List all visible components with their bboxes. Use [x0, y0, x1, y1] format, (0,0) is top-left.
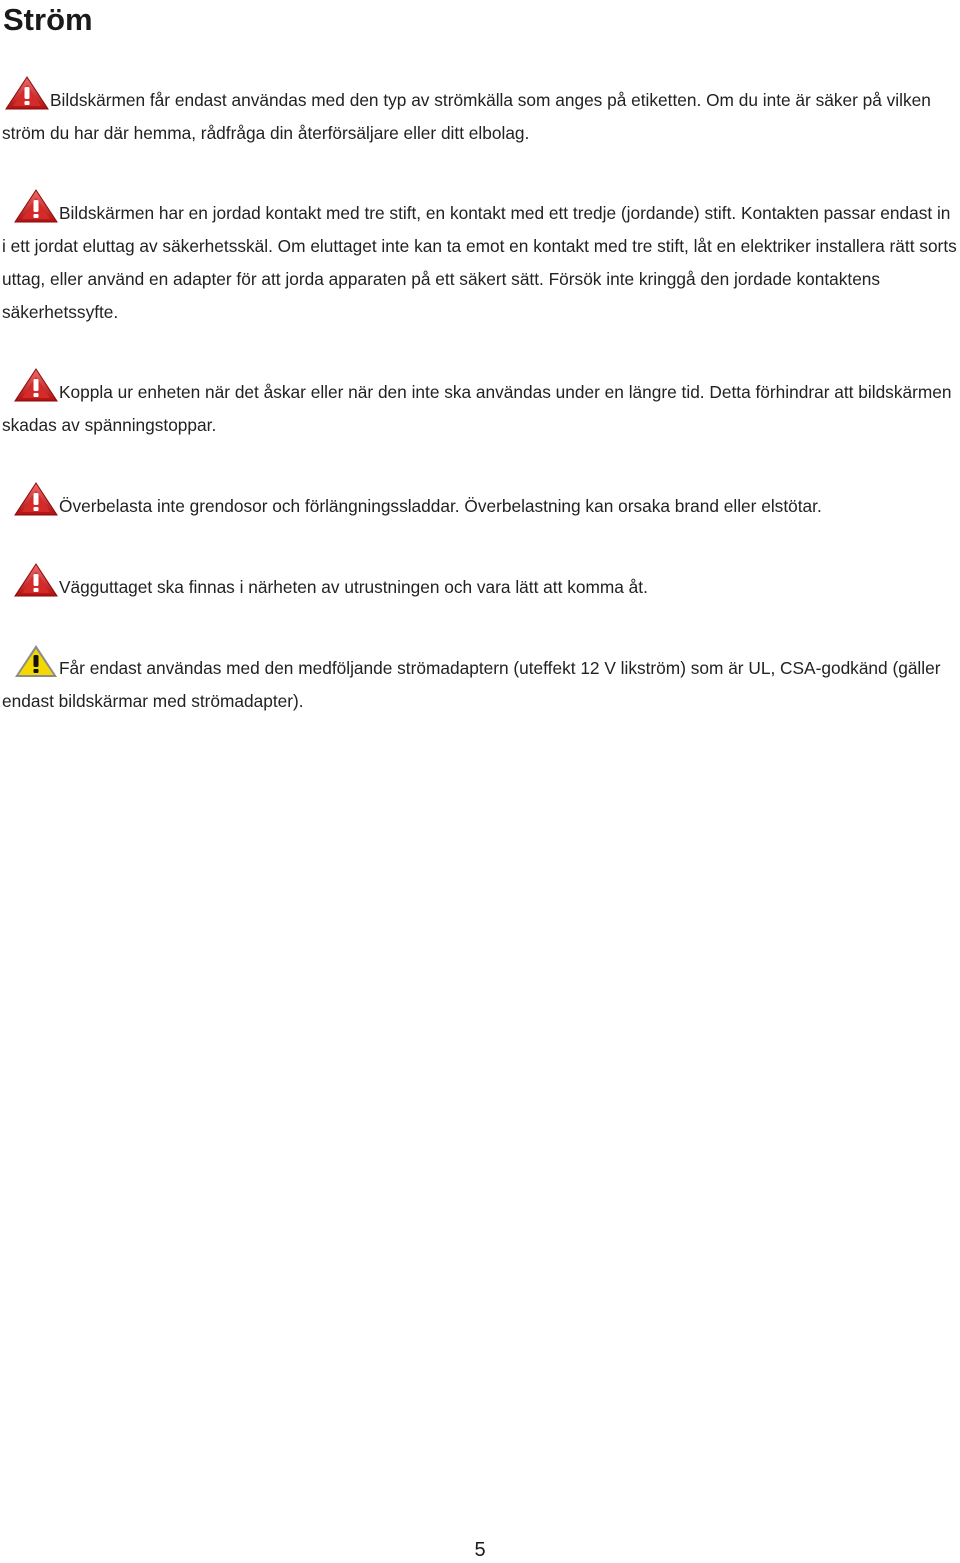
paragraph-power-source: [2, 76, 958, 150]
paragraph-text: Vägguttaget ska finnas i närheten av utrustningen och vara lätt att komma åt.: [59, 577, 648, 597]
paragraph-grounded-plug: [2, 189, 958, 329]
paragraph-text: Koppla ur enheten när det åskar eller när den inte ska användas under en längre tid. Detta förhindrar att bildskärmen skadas av spänningstoppar.: [2, 382, 952, 435]
page-number: 5: [474, 1539, 486, 1561]
warning-triangle-icon: [14, 189, 58, 223]
paragraph-power-adapter: [2, 644, 958, 718]
caution-triangle-icon: [14, 644, 58, 678]
warning-triangle-icon: [14, 482, 58, 516]
warning-triangle-icon: [14, 563, 58, 597]
paragraph-unplug-thunder: [2, 368, 958, 442]
warning-triangle-icon: [5, 76, 49, 110]
warning-triangle-icon: [14, 368, 58, 402]
page-title: Ström: [3, 2, 93, 37]
paragraph-text: Bildskärmen har en jordad kontakt med tre stift, en kontakt med ett tredje (jordande) stift. Kontakten passar endast in i ett jordat eluttag av säkerhetsskäl. Om eluttaget inte kan ta emot en kontakt med tre stift, låt en elektriker installera rätt sorts uttag, eller använd en adapter för att jorda apparaten på ett säkert sätt. Försök inte kringgå den jordade kontaktens säkerhetssyfte.: [2, 203, 957, 322]
paragraph-text: Får endast användas med den medföljande strömadaptern (uteffekt 12 V likström) som är UL, CSA-godkänd (gäller endast bildskärmar med strömadapter).: [2, 658, 941, 711]
paragraph-wall-outlet: [2, 563, 958, 604]
paragraph-text: Bildskärmen får endast användas med den typ av strömkälla som anges på etiketten. Om du inte är säker på vilken ström du har där hemma, rådfråga din återförsäljare eller ditt elbolag.: [2, 90, 931, 143]
paragraph-text: Överbelasta inte grendosor och förlängningssladdar. Överbelastning kan orsaka brand eller elstötar.: [59, 496, 822, 516]
paragraph-overload: [2, 482, 958, 523]
